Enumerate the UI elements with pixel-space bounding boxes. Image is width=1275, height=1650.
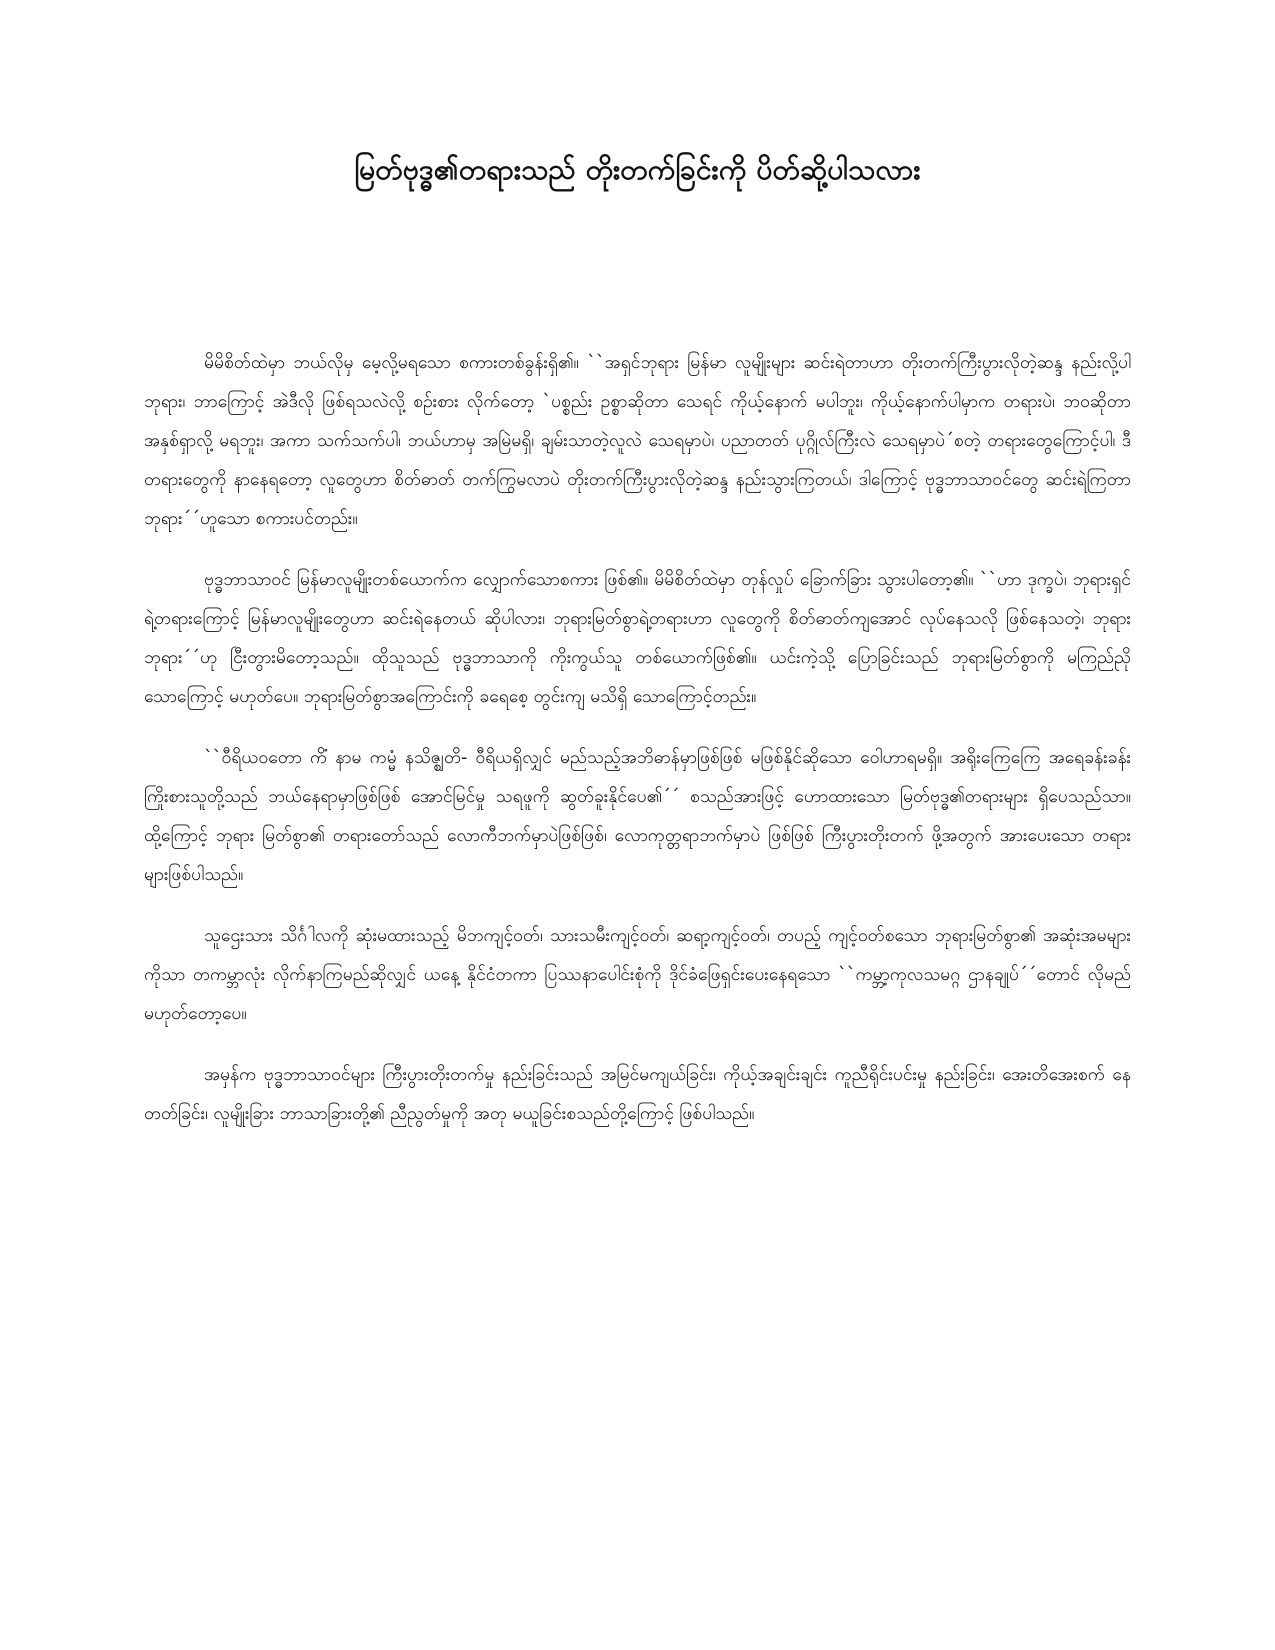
paragraph-3: ``ဝီရိယ၀တော ကိံ နာမ ကမ္မံ နသိဇ္ဈတိ- ဝီရိယရှိလျှင် မည်သည့်အဘိဓာန်မှာဖြစ်ဖြစ် မဖြစ်နိုင်ဆိုသော ဝေါဟာရမရှိ။ အရိုးကြေကြေ အရေခန်းခန်း ကြိုးစားသူတို့သည် ဘယ်နေရာမှာဖြစ်ဖြစ် အောင်မြင်မှု သရဖူကို ဆွတ်ခူးနိုင်ပေ၏´´ စသည်အားဖြင့် ဟောထားသော မြတ်ဗုဒ္ဓ၏တရားများ ရှိပေသည်သာ။ ထို့ကြောင့် ဘုရား မြတ်စွာ၏ တရားတော်သည် လောကီဘက်မှာပဲဖြစ်ဖြစ်၊ လောကုတ္တရာဘက်မှာပဲ ဖြစ်ဖြစ် ကြီးပွားတိုးတက် ဖို့အတွက် အားပေးသော တရားများဖြစ်ပါသည်။ <box>144 748 1131 885</box>
document-title: မြတ်ဗုဒ္ဓ၏တရားသည် တိုးတက်ခြင်းကို ပိတ်ဆို့ပါသလား <box>354 153 921 186</box>
paragraph-1: မိမိစိတ်ထဲမှာ ဘယ်လိုမှ မေ့လို့မရသော စကားတစ်ခွန်းရှိ၏။ ``အရှင်ဘုရား မြန်မာ လူမျိုးများ ဆင်းရဲတာဟာ တိုးတက်ကြီးပွားလိုတဲ့ဆန္ဒ နည်းလို့ပါဘုရား၊ ဘာကြောင့် အဲဒီလို ဖြစ်ရသလဲလို့ စဉ်းစား လိုက်တော့ `ပစ္စည်း ဥစ္စာဆိုတာ သေရင် ကိုယ့်နောက် မပါဘူး၊ ကိုယ့်နောက်ပါမှာက တရားပဲ၊ ဘဝဆိုတာ အနှစ်ရှာလို့ မရဘူး၊ အကာ သက်သက်ပါ၊ ဘယ်ဟာမှ အမြဲမရှိ၊ ချမ်းသာတဲ့လူလဲ သေရမှာပဲ၊ ပညာတတ် ပုဂ္ဂိုလ်ကြီးလဲ သေရမှာပဲ´စတဲ့ တရားတွေကြောင့်ပါ၊ ဒီတရားတွေကို နာနေရတော့ လူတွေဟာ စိတ်ဓာတ် တက်ကြွမလာပဲ တိုးတက်ကြီးပွားလိုတဲ့ဆန္ဒ နည်းသွားကြတယ်၊ ဒါကြောင့် ဗုဒ္ဓဘာသာဝင်တွေ ဆင်းရဲကြတာဘုရား´´ဟူသော စကားပင်တည်း။ <box>144 353 1131 529</box>
paragraph-4: သူဌေးသား သိင်္ဂါလကို ဆုံးမထားသည့် မိဘကျင့်ဝတ်၊ သားသမီးကျင့်ဝတ်၊ ဆရာ့ကျင့်ဝတ်၊ တပည့် ကျင့်ဝတ်စသော ဘုရားမြတ်စွာ၏ အဆုံးအမများကိုသာ တကမ္ဘာလုံး လိုက်နာကြမည်ဆိုလျှင် ယနေ့ နိုင်ငံတကာ ပြဿနာပေါင်းစုံကို ဒိုင်ခံဖြေရှင်းပေးနေရသော ``ကမ္ဘာ့ကုလသမဂ္ဂ ဌာနချုပ်´´တောင် လိုမည် မဟုတ်တော့ပေ။ <box>144 926 1131 1024</box>
paragraph-5: အမှန်က ဗုဒ္ဓဘာသာဝင်များ ကြီးပွားတိုးတက်မှု နည်းခြင်းသည် အမြင်မကျယ်ခြင်း၊ ကိုယ့်အချင်းချင်း ကူညီရိုင်းပင်းမှု နည်းခြင်း၊ အေးတိအေးစက် နေတတ်ခြင်း၊ လူမျိုးခြား ဘာသာခြားတို့၏ ညီညွတ်မှုကို အတု မယူခြင်းစသည်တို့ကြောင့် ဖြစ်ပါသည်။ <box>144 1065 1131 1124</box>
document-body <box>144 344 1131 1134</box>
paragraph-2: ဗုဒ္ဓဘာသာဝင် မြန်မာလူမျိုးတစ်ယောက်က လျှောက်သောစကား ဖြစ်၏။ မိမိစိတ်ထဲမှာ တုန်လှုပ် ခြောက်ခြား သွားပါတော့၏။ ``ဟာ ဒုက္ခပဲ၊ ဘုရားရှင်ရဲ့တရားကြောင့် မြန်မာလူမျိုးတွေဟာ ဆင်းရဲနေတယ် ဆိုပါလား၊ ဘုရားမြတ်စွာရဲ့တရားဟာ လူတွေကို စိတ်ဓာတ်ကျအောင် လုပ်နေသလို ဖြစ်နေသတဲ့၊ ဘုရား ဘုရား´´ဟု ငြီးတွားမိတော့သည်။ ထိုသူသည် ဗုဒ္ဓဘာသာကို ကိုးကွယ်သူ တစ်ယောက်ဖြစ်၏။ ယင်းကဲ့သို့ ပြောခြင်းသည် ဘုရားမြတ်စွာကို မကြည်ညိုသောကြောင့် မဟုတ်ပေ။ ဘုရားမြတ်စွာအကြောင်းကို ခရေစေ့ တွင်းကျ မသိရှိ သောကြောင့်တည်း။ <box>144 570 1131 707</box>
